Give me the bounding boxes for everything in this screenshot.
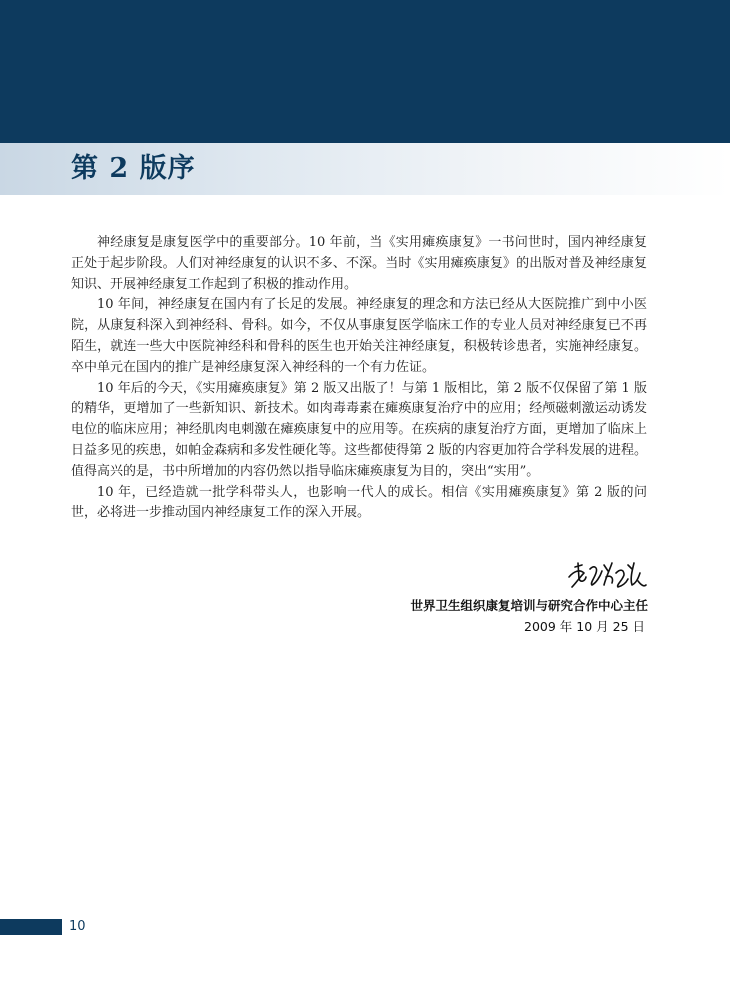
page-number: 10 [69, 919, 86, 934]
signature-date: 2009 年 10 月 25 日 [524, 619, 645, 634]
handwritten-signature [566, 559, 648, 591]
page-title: 第 2 版序 [71, 153, 196, 184]
header-band [0, 0, 730, 143]
paragraph: 10 年，已经造就一批学科带头人，也影响一代人的成长。相信《实用瘫痪康复》第 2 版的问世，必将进一步推动国内神经康复工作的深入开展。 [71, 484, 647, 521]
footer-bar [0, 919, 62, 935]
preface-body [71, 233, 647, 524]
paragraph: 10 年间，神经康复在国内有了长足的发展。神经康复的理念和方法已经从大医院推广到中小医院，从康复科深入到神经科、骨科。如今，不仅从事康复医学临床工作的专业人员对神经康复已不再陌生，就连一些大中医院神经科和骨科的医生也开始关注神经康复，积极转诊患者，实施神经康复。卒中单元在国内的推广是神经康复深入神经科的一个有力佐证。 [71, 297, 647, 375]
paragraph: 10 年后的今天，《实用瘫痪康复》第 2 版又出版了！与第 1 版相比，第 2 版不仅保留了第 1 版的精华，更增加了一些新知识、新技术。如肉毒毒素在瘫痪康复治疗中的应用；经颅磁刺激运动诱发电位的临床应用；神经肌肉电刺激在瘫痪康复中的应用等。在疾病的康复治疗方面，更增加了临床上日益多见的疾患，如帕金森病和多发性硬化等。这些都使得第 2 版的内容更加符合学科发展的进程。值得高兴的是，书中所增加的内容仍然以指导临床瘫痪康复为目的，突出“实用”。 [71, 380, 647, 479]
signature-organization: 世界卫生组织康复培训与研究合作中心主任 [410, 598, 648, 613]
paragraph: 神经康复是康复医学中的重要部分。10 年前，当《实用瘫痪康复》一书问世时，国内神经康复正处于起步阶段。人们对神经康复的认识不多、不深。当时《实用瘫痪康复》的出版对普及神经康复知识、开展神经康复工作起到了积极的推动作用。 [71, 235, 647, 292]
